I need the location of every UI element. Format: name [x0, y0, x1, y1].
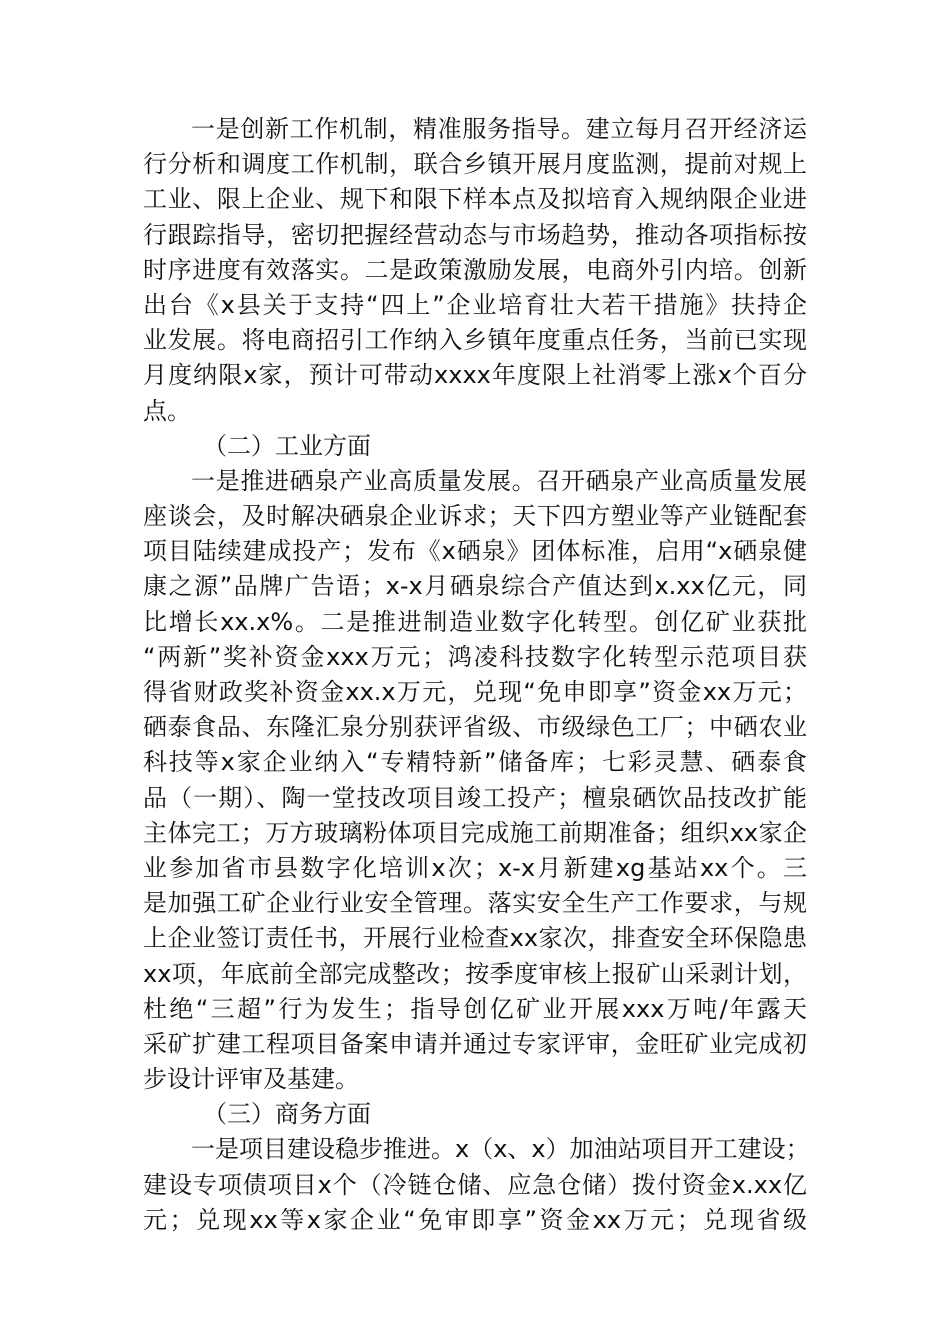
text-line: 月度纳限x家，预计可带动xxxx年度限上社消零上涨x个百分 [143, 361, 807, 390]
text-line: 比增长xx.x%。二是推进制造业数字化转型。创亿矿业获批 [143, 607, 807, 636]
text-line: 采矿扩建工程项目备案申请并通过专家评审，金旺矿业完成初 [143, 1029, 807, 1058]
text-line: 业参加省市县数字化培训x次；x-x月新建xg基站xx个。三 [143, 853, 807, 882]
text-line: 康之源”品牌广告语；x-x月硒泉综合产值达到x.xx亿元，同 [143, 572, 807, 601]
text-line: 点。 [143, 396, 191, 425]
text-line: 元；兑现xx等x家企业“免审即享”资金xx万元；兑现省级 [143, 1205, 807, 1234]
text-line: 上企业签订责任书，开展行业检查xx家次，排查安全环保隐患 [143, 924, 807, 953]
section-heading: （三）商务方面 [203, 1100, 371, 1129]
text-line: xx项，年底前全部完成整改；按季度审核上报矿山采剥计划， [143, 959, 807, 988]
document-page [143, 112, 810, 1238]
section-heading: （二）工业方面 [203, 431, 371, 460]
text-line: 科技等x家企业纳入“专精特新”储备库；七彩灵慧、硒泰食 [143, 748, 807, 777]
text-line: 行分析和调度工作机制，联合乡镇开展月度监测，提前对规上 [143, 150, 807, 179]
text-line: 主体完工；万方玻璃粉体项目完成施工前期准备；组织xx家企 [143, 818, 807, 847]
text-line: 一是推进硒泉产业高质量发展。召开硒泉产业高质量发展 [191, 466, 807, 495]
text-line: 品（一期）、陶一堂技改项目竣工投产；檀泉硒饮品技改扩能 [143, 783, 807, 812]
text-line: 建设专项债项目x个（冷链仓储、应急仓储）拨付资金x.xx亿 [143, 1170, 807, 1199]
text-line: 杜绝“三超”行为发生；指导创亿矿业开展xxx万吨/年露天 [143, 994, 807, 1023]
text-line: 是加强工矿企业行业安全管理。落实安全生产工作要求，与规 [143, 889, 807, 918]
text-line: 工业、限上企业、规下和限下样本点及拟培育入规纳限企业进 [143, 185, 807, 214]
text-line: 硒泰食品、东隆汇泉分别获评省级、市级绿色工厂；中硒农业 [143, 713, 807, 742]
text-line: 时序进度有效落实。二是政策激励发展，电商外引内培。创新 [143, 255, 807, 284]
text-line: 一是项目建设稳步推进。x（x、x）加油站项目开工建设； [191, 1135, 810, 1164]
text-line: 步设计评审及基建。 [143, 1065, 359, 1094]
text-line: 座谈会，及时解决硒泉企业诉求；天下四方塑业等产业链配套 [143, 502, 807, 531]
text-line: 得省财政奖补资金xx.x万元，兑现“免申即享”资金xx万元； [143, 678, 807, 706]
text-line: 业发展。将电商招引工作纳入乡镇年度重点任务，当前已实现 [143, 326, 807, 355]
text-line: 一是创新工作机制，精准服务指导。建立每月召开经济运 [191, 115, 807, 143]
text-line: “两新”奖补资金xxx万元；鸿凌科技数字化转型示范项目获 [143, 642, 807, 671]
text-line: 出台《x县关于支持“四上”企业培育壮大若干措施》扶持企 [143, 290, 807, 319]
text-line: 项目陆续建成投产；发布《x硒泉》团体标准，启用“x硒泉健 [143, 537, 807, 566]
text-line: 行跟踪指导，密切把握经营动态与市场趋势，推动各项指标按 [143, 220, 807, 249]
